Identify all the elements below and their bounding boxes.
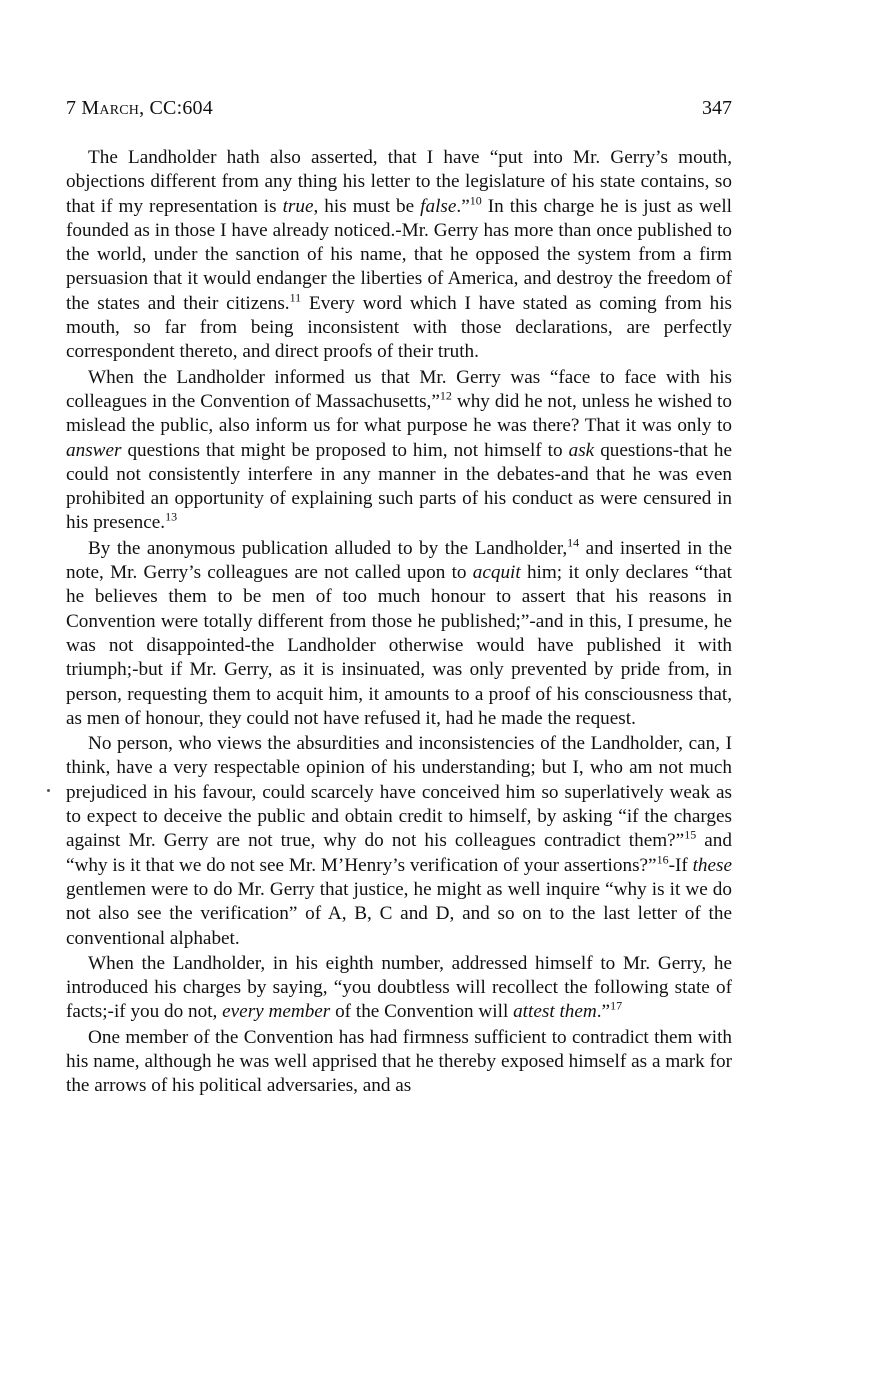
footnote-reference: 14 — [567, 535, 580, 550]
text-run: questions-that he could not consistently interfere in any manner in the debates-and that he was even prohibited an opportunity of explaining such parts of his conduct as were censured in his presence. — [66, 439, 732, 534]
running-head-doc-number: , CC:604 — [139, 97, 213, 119]
paragraph — [66, 732, 732, 951]
footnote-reference: 10 — [469, 193, 482, 208]
footnote-reference: 12 — [439, 388, 452, 403]
running-head-month: March — [81, 97, 140, 119]
paragraph — [66, 952, 732, 1025]
text-run: In this charge he is just as well founded as in those I have already noticed.-Mr. Gerry has more than once published to the world, under the sanction of his name, that he opposed the system from a firm persuasion that it would endanger the liberties of America, and destroy the freedom of the states and their citizens. — [66, 195, 732, 314]
text-run: gentlemen were to do Mr. Gerry that justice, he might as well inquire “why is it we do not also see the verification” of A, B, C and D, and so on to the last letter of the conventional alphabet. — [66, 878, 732, 949]
italic-text: every member — [222, 1001, 331, 1023]
running-head-day: 7 — [66, 97, 82, 119]
text-run: When the Landholder, in his eighth number, addressed himself to Mr. Gerry, he introduced his charges by saying, “you doubtless will recollect the following state of facts;-if you do not, — [66, 952, 732, 1023]
document-page — [66, 94, 732, 1099]
text-run: him; it only declares “that he believes them to be men of too much honour to assert that his reasons in Convention were totally different from those he published;”-and in this, I presume, he was not disappointed-the Landholder otherwise would have published it with triumph;-but if Mr. Gerry, as it is insinuated, was only prevented by pride from, in person, requesting them to acquit him, it amounts to a proof of his consciousness that, as men of honour, they could not have refused it, had he made the request. — [66, 562, 732, 729]
text-run: When the Landholder informed us that Mr. Gerry was “face to face with his colleagues in the Convention of Massachusetts,” — [66, 366, 732, 412]
text-run: .” — [456, 195, 470, 217]
running-head-citation — [66, 94, 213, 122]
text-run: questions that might be proposed to him, not himself to — [121, 439, 569, 461]
italic-text: true — [282, 195, 314, 217]
italic-text: acquit — [472, 562, 521, 584]
text-run: The Landholder hath also asserted, that I have “put into Mr. Gerry’s mouth, objections different from any thing his letter to the legislature of his state contains, so that if my representation is — [66, 147, 732, 217]
body-text — [66, 146, 732, 1099]
italic-text: ask — [568, 439, 595, 461]
italic-text: these — [692, 854, 732, 876]
italic-text: answer — [66, 439, 122, 461]
margin-dot — [47, 789, 50, 792]
text-run: why did he not, unless he wished to mislead the public, also inform us for what purpose he was there? That it was only to — [66, 390, 732, 437]
footnote-reference: 11 — [289, 290, 302, 305]
italic-text: false — [420, 195, 457, 217]
italic-text: attest them — [513, 1001, 597, 1023]
footnote-reference: 17 — [610, 999, 623, 1013]
footnote-reference: 15 — [684, 827, 697, 842]
text-run: Every word which I have stated as coming from his mouth, so far from being inconsistent with those declarations, are perfectly correspondent thereto, and direct proofs of their truth. — [66, 292, 732, 363]
text-run: and “why is it that we do not see Mr. M’Henry’s verification of your assertions?” — [66, 830, 732, 876]
text-run: -If — [668, 854, 693, 876]
text-run: No person, who views the absurdities and inconsistencies of the Landholder, can, I think, have a very respectable opinion of his understanding; but I, who am not much prejudiced in his favour, could scarcely have conceived him so superlatively weak as to expect to deceive the public and obtain credit to himself, by asking “if the charges against Mr. Gerry are not true, why do not his colleagues contradict them?” — [66, 733, 732, 852]
paragraph — [66, 1026, 732, 1099]
text-run: and inserted in the note, Mr. Gerry’s colleagues are not called upon to — [66, 537, 732, 584]
paragraph — [66, 146, 732, 365]
text-run: By the anonymous publication alluded to by the Landholder, — [88, 537, 568, 559]
page-number: 347 — [702, 97, 732, 119]
text-run: of the Convention will — [330, 1001, 514, 1023]
text-run: , his must be — [313, 195, 421, 217]
text-run: .” — [596, 1001, 611, 1023]
text-run: One member of the Convention has had firmness sufficient to contradict them with his name, although he was well apprised that he thereby exposed himself as a mark for the arrows of his political adversaries, and as — [66, 1026, 732, 1097]
running-head — [66, 94, 732, 122]
paragraph — [66, 366, 732, 536]
footnote-reference: 13 — [165, 510, 178, 525]
footnote-reference: 16 — [656, 852, 669, 867]
paragraph — [66, 537, 732, 731]
